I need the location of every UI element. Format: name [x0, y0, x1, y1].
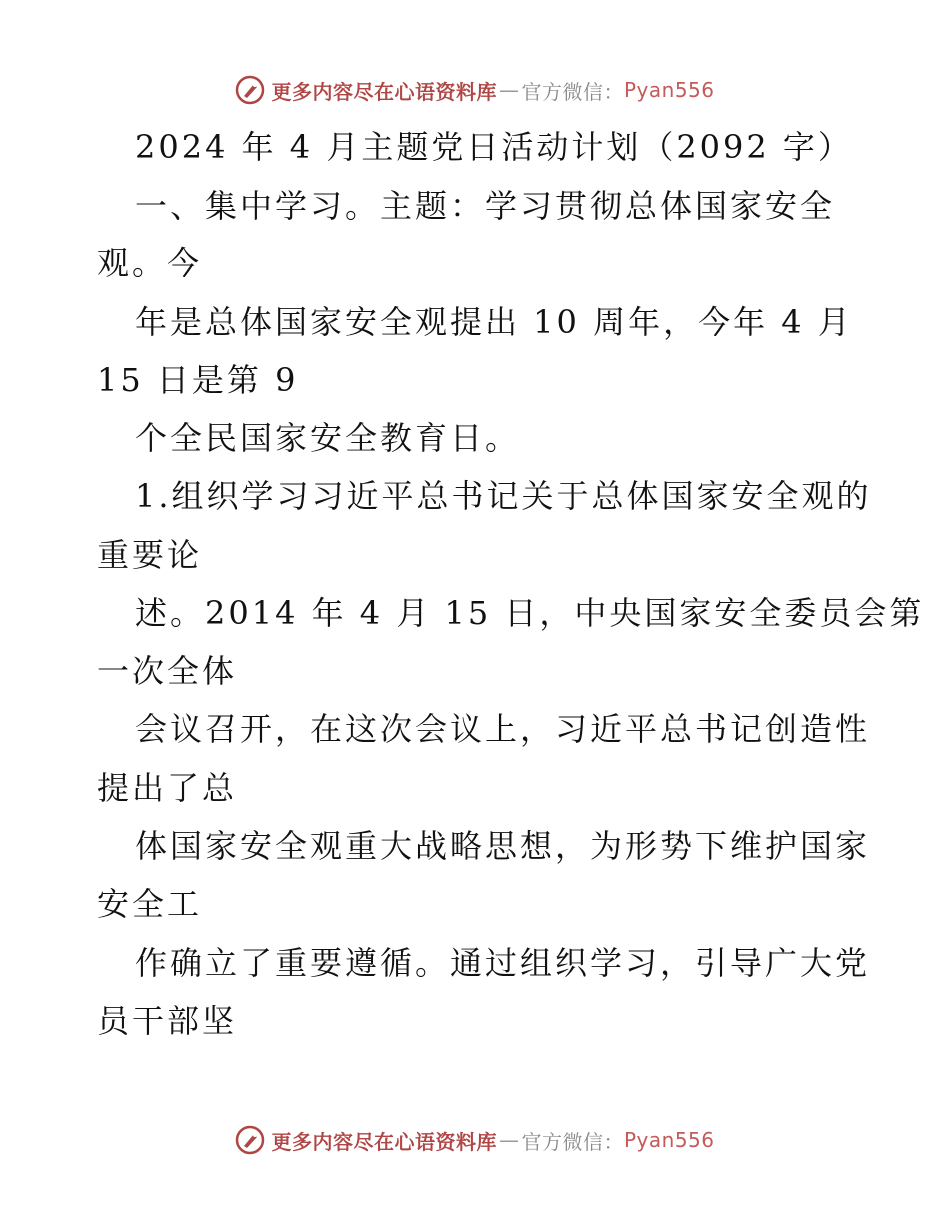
watermark-separator: —	[498, 78, 520, 102]
watermark-id: Pyan556	[623, 78, 715, 102]
text-line: 一次全体	[97, 652, 238, 690]
pen-nib-logo-icon	[235, 1125, 265, 1155]
text-line: 作确立了重要遵循。通过组织学习，引导广大党	[135, 944, 871, 982]
watermark-text: 更多内容尽在心语资料库	[271, 79, 497, 104]
text-line: 个全民国家安全教育日。	[135, 419, 521, 457]
text-line: 重要论	[97, 536, 203, 574]
watermark-label: 官方微信：	[521, 1129, 624, 1154]
text-line: 15 日是第 9	[97, 361, 299, 399]
text-line: 1.组织学习习近平总书记关于总体国家安全观的	[135, 477, 872, 515]
footer-watermark	[0, 1120, 950, 1160]
text-line: 年是总体国家安全观提出 10 周年，今年 4 月	[135, 303, 853, 341]
text-line: 观。今	[97, 244, 203, 282]
text-line: 述。2014 年 4 月 15 日，中央国家安全委员会第	[135, 594, 925, 632]
document-title: 2024 年 4 月主题党日活动计划（2092 字）	[135, 128, 853, 166]
text-line: 提出了总	[97, 769, 238, 807]
text-line: 体国家安全观重大战略思想，为形势下维护国家	[135, 827, 871, 865]
watermark-text: 更多内容尽在心语资料库	[271, 1129, 497, 1154]
watermark-label: 官方微信：	[521, 79, 624, 104]
header-watermark	[0, 70, 950, 110]
pen-nib-logo-icon	[235, 75, 265, 105]
watermark-id: Pyan556	[623, 1128, 715, 1152]
text-line: 安全工	[97, 885, 203, 923]
watermark-separator: —	[498, 1128, 520, 1152]
text-line: 员干部坚	[97, 1002, 238, 1040]
text-line: 会议召开，在这次会议上，习近平总书记创造性	[135, 710, 871, 748]
text-line: 一、集中学习。主题：学习贯彻总体国家安全	[135, 187, 836, 225]
